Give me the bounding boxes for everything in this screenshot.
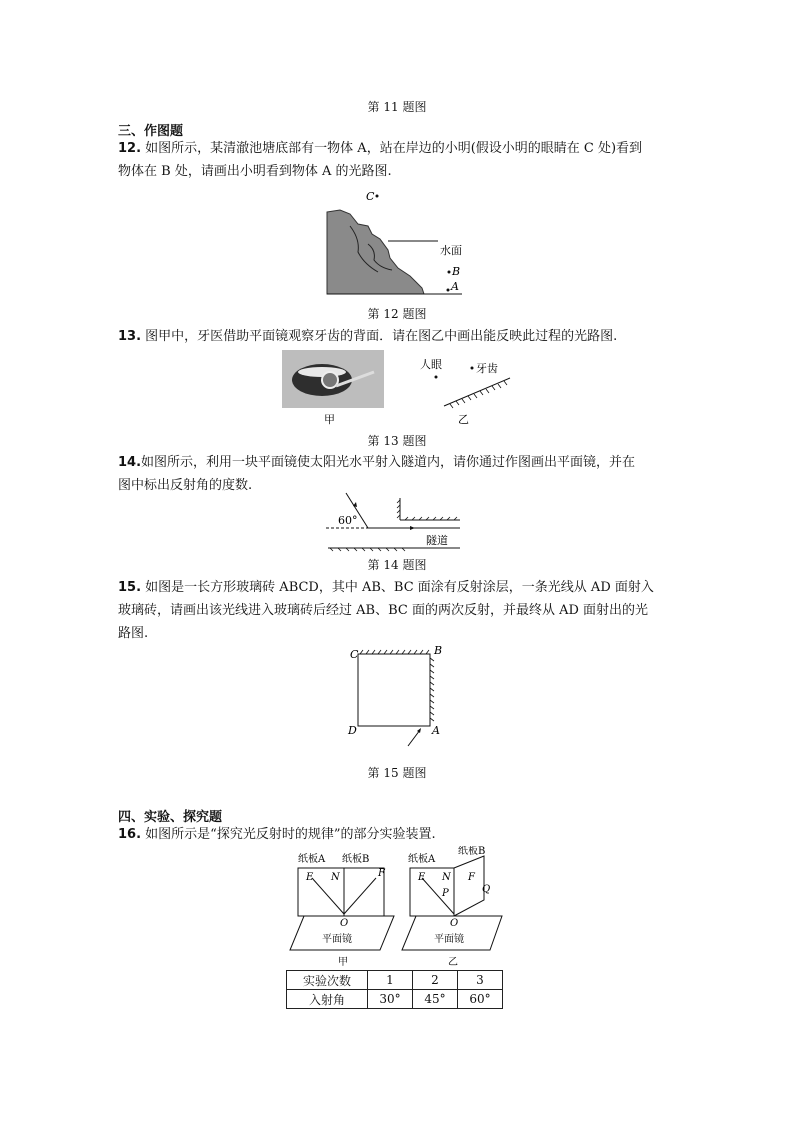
label-a: A: [451, 280, 459, 293]
label-c: C: [366, 190, 375, 203]
label-e-yi: E: [418, 872, 426, 883]
question-14-line1: 如图所示，利用一块平面镜使太阳光水平射入隧道内，请你通过作图画出平面镜，并在: [141, 455, 636, 470]
question-12: [118, 137, 683, 183]
table-cell: 1: [368, 971, 413, 990]
label-jia: 甲: [324, 413, 335, 426]
question-16: [118, 823, 683, 846]
label-n-jia: N: [331, 872, 340, 883]
table-cell: 2: [413, 971, 458, 990]
teeth: [298, 367, 346, 377]
label-yi: 乙: [448, 957, 458, 968]
question-12-line2: 物体在 B 处，请画出小明看到物体 A 的光路图.: [118, 164, 392, 179]
point-c: [376, 195, 379, 198]
label-mirror-jia: 平面镜: [322, 934, 352, 945]
question-16-text: 如图所示是“探究光反射时的规律”的部分实验装置.: [145, 827, 436, 842]
label-d: D: [348, 724, 357, 737]
figure-14-diagram: [320, 488, 465, 554]
table-cell: 45°: [413, 990, 458, 1009]
question-12-number: 12.: [118, 141, 142, 156]
shore-bank: [327, 210, 424, 294]
incident-ray: [408, 730, 420, 746]
label-b: B: [434, 644, 443, 657]
table-row: [287, 990, 503, 1009]
incident-ray-yi: [422, 878, 454, 914]
table-cell: 入射角: [287, 990, 368, 1009]
question-15-line3: 路图.: [118, 626, 149, 641]
point-b: [448, 271, 451, 274]
label-a: A: [432, 724, 440, 737]
question-15-line1: 如图是一长方形玻璃砖 ABCD，其中 AB、BC 面涂有反射涂层，一条光线从 AD 面射入: [145, 580, 654, 595]
section-4-heading: 四、实验、探究题: [118, 810, 223, 825]
figure-15-diagram: [340, 640, 460, 758]
figure-13-diagram: [282, 350, 522, 428]
experiment-table: [286, 970, 503, 1009]
paper-b-yi: [454, 856, 484, 916]
figure-12-diagram: [320, 184, 480, 300]
dental-mirror: [322, 372, 338, 388]
point-a: [447, 289, 450, 292]
figure-12-caption: 第 12 题图: [367, 307, 427, 321]
label-water: 水面: [440, 244, 462, 257]
ab-reflective-coating: [430, 658, 434, 721]
label-paper-b-yi: 纸板B: [458, 846, 486, 857]
table-cell: 实验次数: [287, 971, 368, 990]
table-cell: 60°: [458, 990, 503, 1009]
plane-mirror: [444, 378, 510, 406]
tooth-point: [471, 367, 474, 370]
label-o-yi: O: [450, 918, 459, 929]
label-p: P: [442, 888, 449, 899]
question-12-line1: 如图所示，某清澈池塘底部有一物体 A，站在岸边的小明(假设小明的眼睛在 C 处)看到: [145, 141, 643, 156]
figure-16-diagram: [284, 846, 514, 970]
question-15-number: 15.: [118, 580, 142, 595]
label-mirror-yi: 平面镜: [434, 934, 464, 945]
reflected-ray-jia: [344, 878, 376, 914]
label-tunnel: 隧道: [426, 534, 448, 547]
question-16-number: 16.: [118, 827, 142, 842]
question-15: [118, 576, 683, 645]
glass-brick: [358, 654, 430, 726]
table-cell: 3: [458, 971, 503, 990]
label-paper-a-jia: 纸板A: [298, 854, 326, 865]
label-eye: 人眼: [420, 358, 442, 371]
figure-15-caption: 第 15 题图: [367, 766, 427, 780]
question-14-line2: 图中标出反射角的度数.: [118, 478, 253, 493]
label-c: C: [350, 648, 359, 661]
question-14-number: 14.: [118, 455, 142, 470]
label-q: Q: [482, 884, 491, 895]
label-b: B: [452, 265, 461, 278]
label-n-yi: N: [442, 872, 451, 883]
incident-ray-arrow: [417, 728, 421, 733]
label-yi: 乙: [458, 413, 469, 426]
label-o-jia: O: [340, 918, 349, 929]
label-e-jia: E: [306, 872, 314, 883]
horizontal-ray-arrow: [410, 526, 415, 530]
label-paper-a-yi: 纸板A: [408, 854, 436, 865]
question-13-text: 图甲中，牙医借助平面镜观察牙齿的背面．请在图乙中画出能反映此过程的光路图.: [145, 329, 618, 344]
figure-13-caption: 第 13 题图: [367, 434, 427, 448]
label-f-jia: F: [378, 868, 385, 879]
label-tooth: 牙齿: [476, 362, 498, 375]
table-row: [287, 971, 503, 990]
figure-14-caption: 第 14 题图: [367, 558, 427, 572]
question-13: [118, 325, 683, 348]
label-jia: 甲: [338, 957, 348, 968]
mirror-hatching: [450, 381, 507, 408]
eye-point: [435, 376, 438, 379]
question-13-number: 13.: [118, 329, 142, 344]
figure-11-caption: 第 11 题图: [367, 100, 427, 114]
table-cell: 30°: [368, 990, 413, 1009]
incident-ray-jia: [312, 878, 344, 914]
label-60: 60°: [338, 514, 358, 527]
question-15-line2: 玻璃砖，请画出该光线进入玻璃砖后经过 AB、BC 面的两次反射，并最终从 AD 面射出的光: [118, 603, 649, 618]
bc-reflective-coating: [360, 650, 429, 654]
section-3-heading: 三、作图题: [118, 124, 184, 139]
label-f-yi: F: [468, 872, 475, 883]
label-paper-b-jia: 纸板B: [342, 854, 370, 865]
